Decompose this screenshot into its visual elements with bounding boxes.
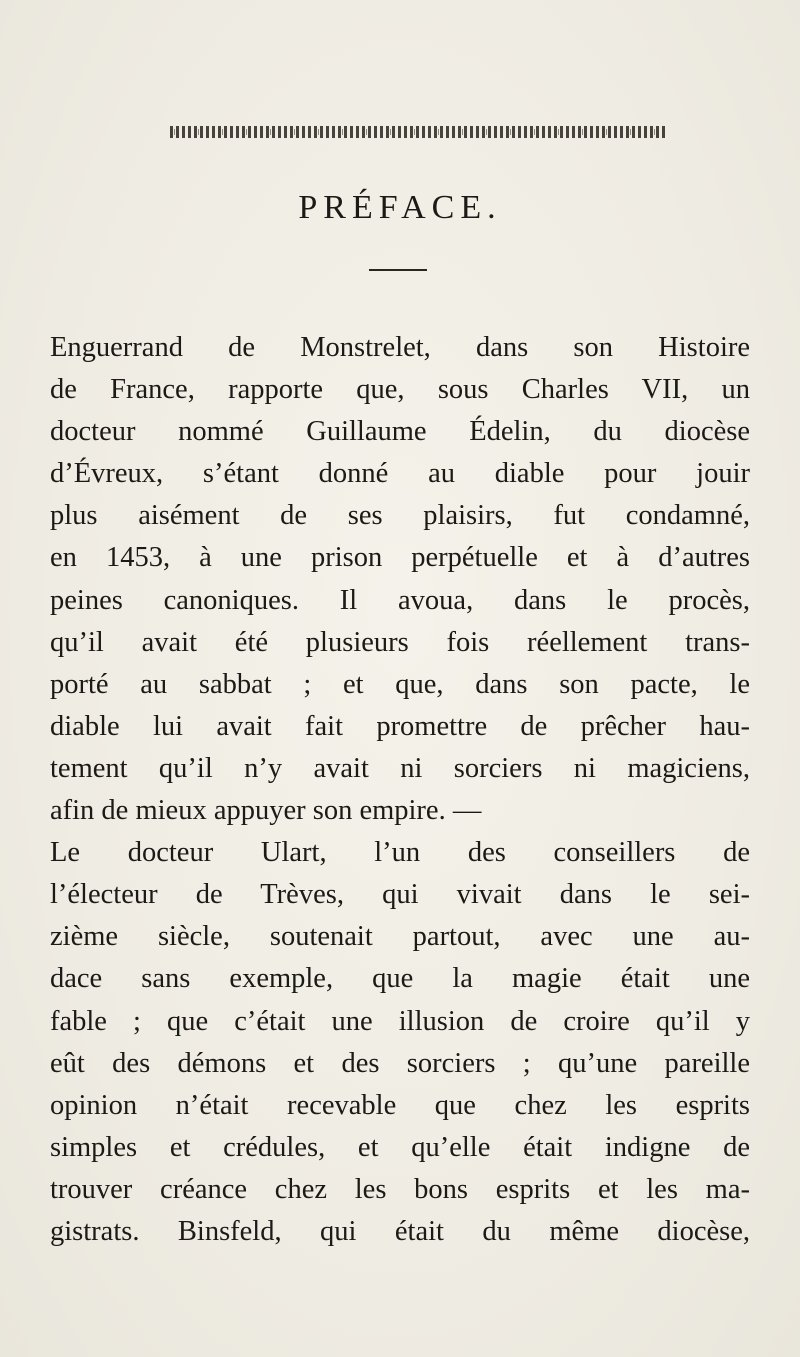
- text-line: simples et crédules, et qu’elle était indigne de: [50, 1131, 750, 1163]
- text-line: peines canoniques. Il avoua, dans le procès,: [50, 584, 750, 616]
- text-line: porté au sabbat ; et que, dans son pacte, le: [50, 668, 750, 700]
- title-divider: [369, 269, 427, 271]
- text-line: de France, rapporte que, sous Charles VII, un: [50, 374, 750, 406]
- page-title: PRÉFACE.: [298, 189, 502, 226]
- text-line: eût des démons et des sorciers ; qu’une pareille: [50, 1047, 750, 1079]
- text-line: afin de mieux appuyer son empire. —: [50, 795, 482, 827]
- text-line: Enguerrand de Monstrelet, dans son Histoire: [50, 332, 750, 363]
- text-line: gistrats. Binsfeld, qui était du même diocèse,: [50, 1215, 750, 1247]
- text-line: zième siècle, soutenait partout, avec une au-: [50, 921, 750, 953]
- text-line: trouver créance chez les bons esprits et les ma-: [50, 1173, 750, 1205]
- ornamental-header-band: [170, 126, 665, 138]
- text-line: l’électeur de Trèves, qui vivait dans le sei-: [50, 879, 750, 911]
- text-line: d’Évreux, s’étant donné au diable pour jouir: [50, 458, 750, 490]
- text-line: opinion n’était recevable que chez les esprits: [50, 1089, 750, 1121]
- body-text: [50, 327, 750, 1253]
- text-line: dace sans exemple, que la magie était une: [50, 963, 750, 995]
- text-line: qu’il avait été plusieurs fois réellement trans-: [50, 626, 750, 658]
- text-line: diable lui avait fait promettre de prêcher hau-: [50, 710, 750, 742]
- text-line: tement qu’il n’y avait ni sorciers ni magiciens,: [50, 752, 750, 784]
- text-line: plus aisément de ses plaisirs, fut condamné,: [50, 500, 750, 532]
- text-line: en 1453, à une prison perpétuelle et à d’autres: [50, 542, 750, 574]
- text-line: Le docteur Ulart, l’un des conseillers de: [50, 837, 750, 869]
- text-line: docteur nommé Guillaume Édelin, du diocèse: [50, 416, 750, 448]
- text-line: fable ; que c’était une illusion de croire qu’il y: [50, 1005, 750, 1037]
